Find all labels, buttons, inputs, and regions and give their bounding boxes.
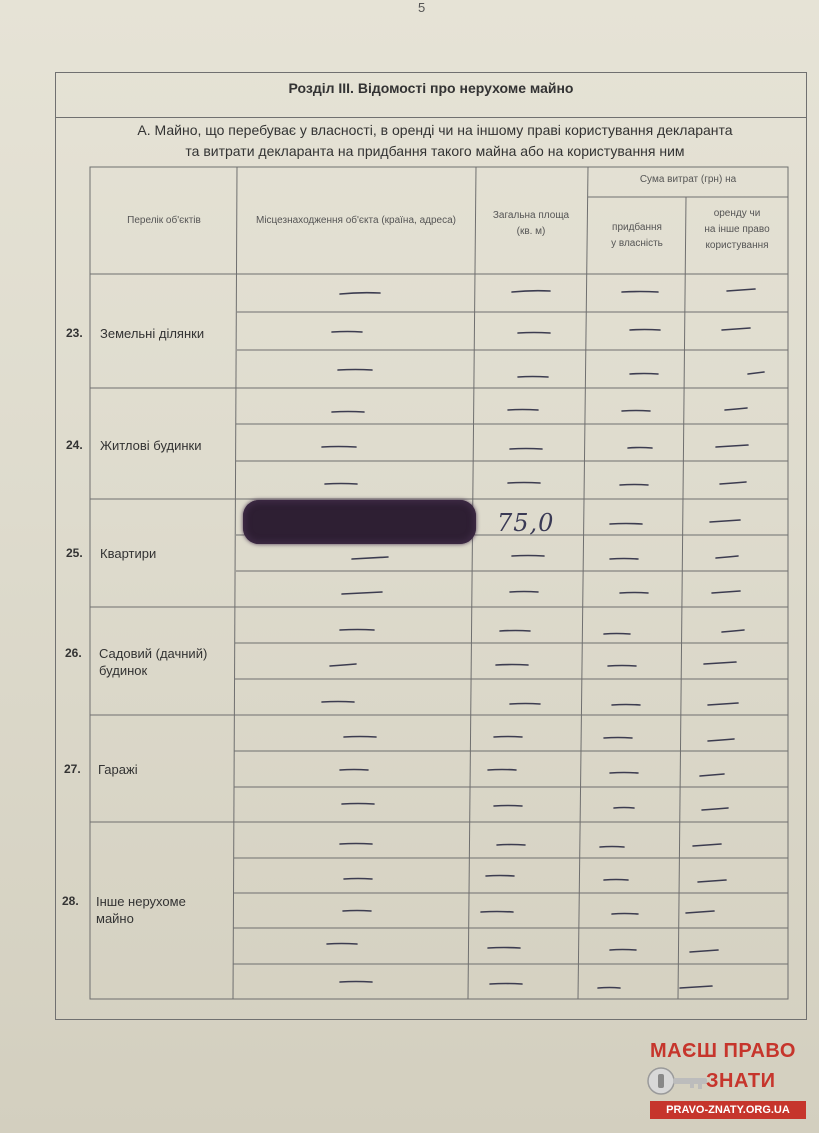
header-rent-line-1: оренду чи xyxy=(713,208,761,219)
category-apartments: Квартири xyxy=(100,546,157,561)
header-rent-line-3: користування xyxy=(705,240,769,251)
category-other-property xyxy=(96,893,186,927)
category-garages: Гаражі xyxy=(98,762,138,777)
subtitle-line-1: А. Майно, що перебуває у власності, в оренді чи на іншому праві користування декларанта xyxy=(137,122,733,138)
header-rent-line-2: на інше право xyxy=(704,224,770,235)
apartment-area-value: 75,0 xyxy=(497,509,555,537)
category-other-property-line-2: майно xyxy=(96,911,134,926)
page-number: 5 xyxy=(418,0,426,15)
row-number-25: 25. xyxy=(66,546,83,560)
header-location: Місцезнаходження об'єкта (країна, адреса) xyxy=(256,215,456,226)
header-area-line-2: (кв. м) xyxy=(516,226,546,237)
watermark-url[interactable]: PRAVO-ZNATY.ORG.UA xyxy=(650,1101,806,1119)
watermark-line-2: ЗНАТИ xyxy=(706,1070,776,1092)
header-objects: Перелік об'єктів xyxy=(127,215,201,226)
row-number-24: 24. xyxy=(66,438,83,452)
category-other-property-line-1: Інше нерухоме xyxy=(96,894,186,909)
table-border xyxy=(90,167,788,999)
watermark-line-1: МАЄШ ПРАВО xyxy=(650,1040,796,1062)
category-land: Земельні ділянки xyxy=(100,326,205,341)
header-expenses: Сума витрат (грн) на xyxy=(639,174,737,185)
header-area-line-1: Загальна площа xyxy=(492,210,570,221)
category-garden-house-line-1: Садовий (дачний) xyxy=(99,646,208,661)
header-area xyxy=(478,208,584,240)
category-garden-house-line-2: будинок xyxy=(99,663,148,678)
header-rent xyxy=(688,206,786,254)
header-purchase-line-2: у власність xyxy=(611,238,663,249)
row-number-26: 26. xyxy=(65,646,82,660)
section-title: Розділ ІІІ. Відомості про нерухоме майно xyxy=(288,80,574,96)
category-houses: Житлові будинки xyxy=(100,438,202,453)
header-purchase-line-1: придбання xyxy=(612,222,662,233)
header-purchase xyxy=(590,220,684,252)
key-icon xyxy=(646,1066,710,1096)
subtitle-line-2: та витрати декларанта на придбання такого майна або на користування ним xyxy=(185,143,685,159)
category-garden-house xyxy=(99,645,207,679)
row-number-27: 27. xyxy=(64,762,81,776)
row-number-23: 23. xyxy=(66,326,83,340)
row-number-28: 28. xyxy=(62,894,79,908)
blank-dashes xyxy=(322,289,764,988)
redacted-address xyxy=(243,500,476,544)
